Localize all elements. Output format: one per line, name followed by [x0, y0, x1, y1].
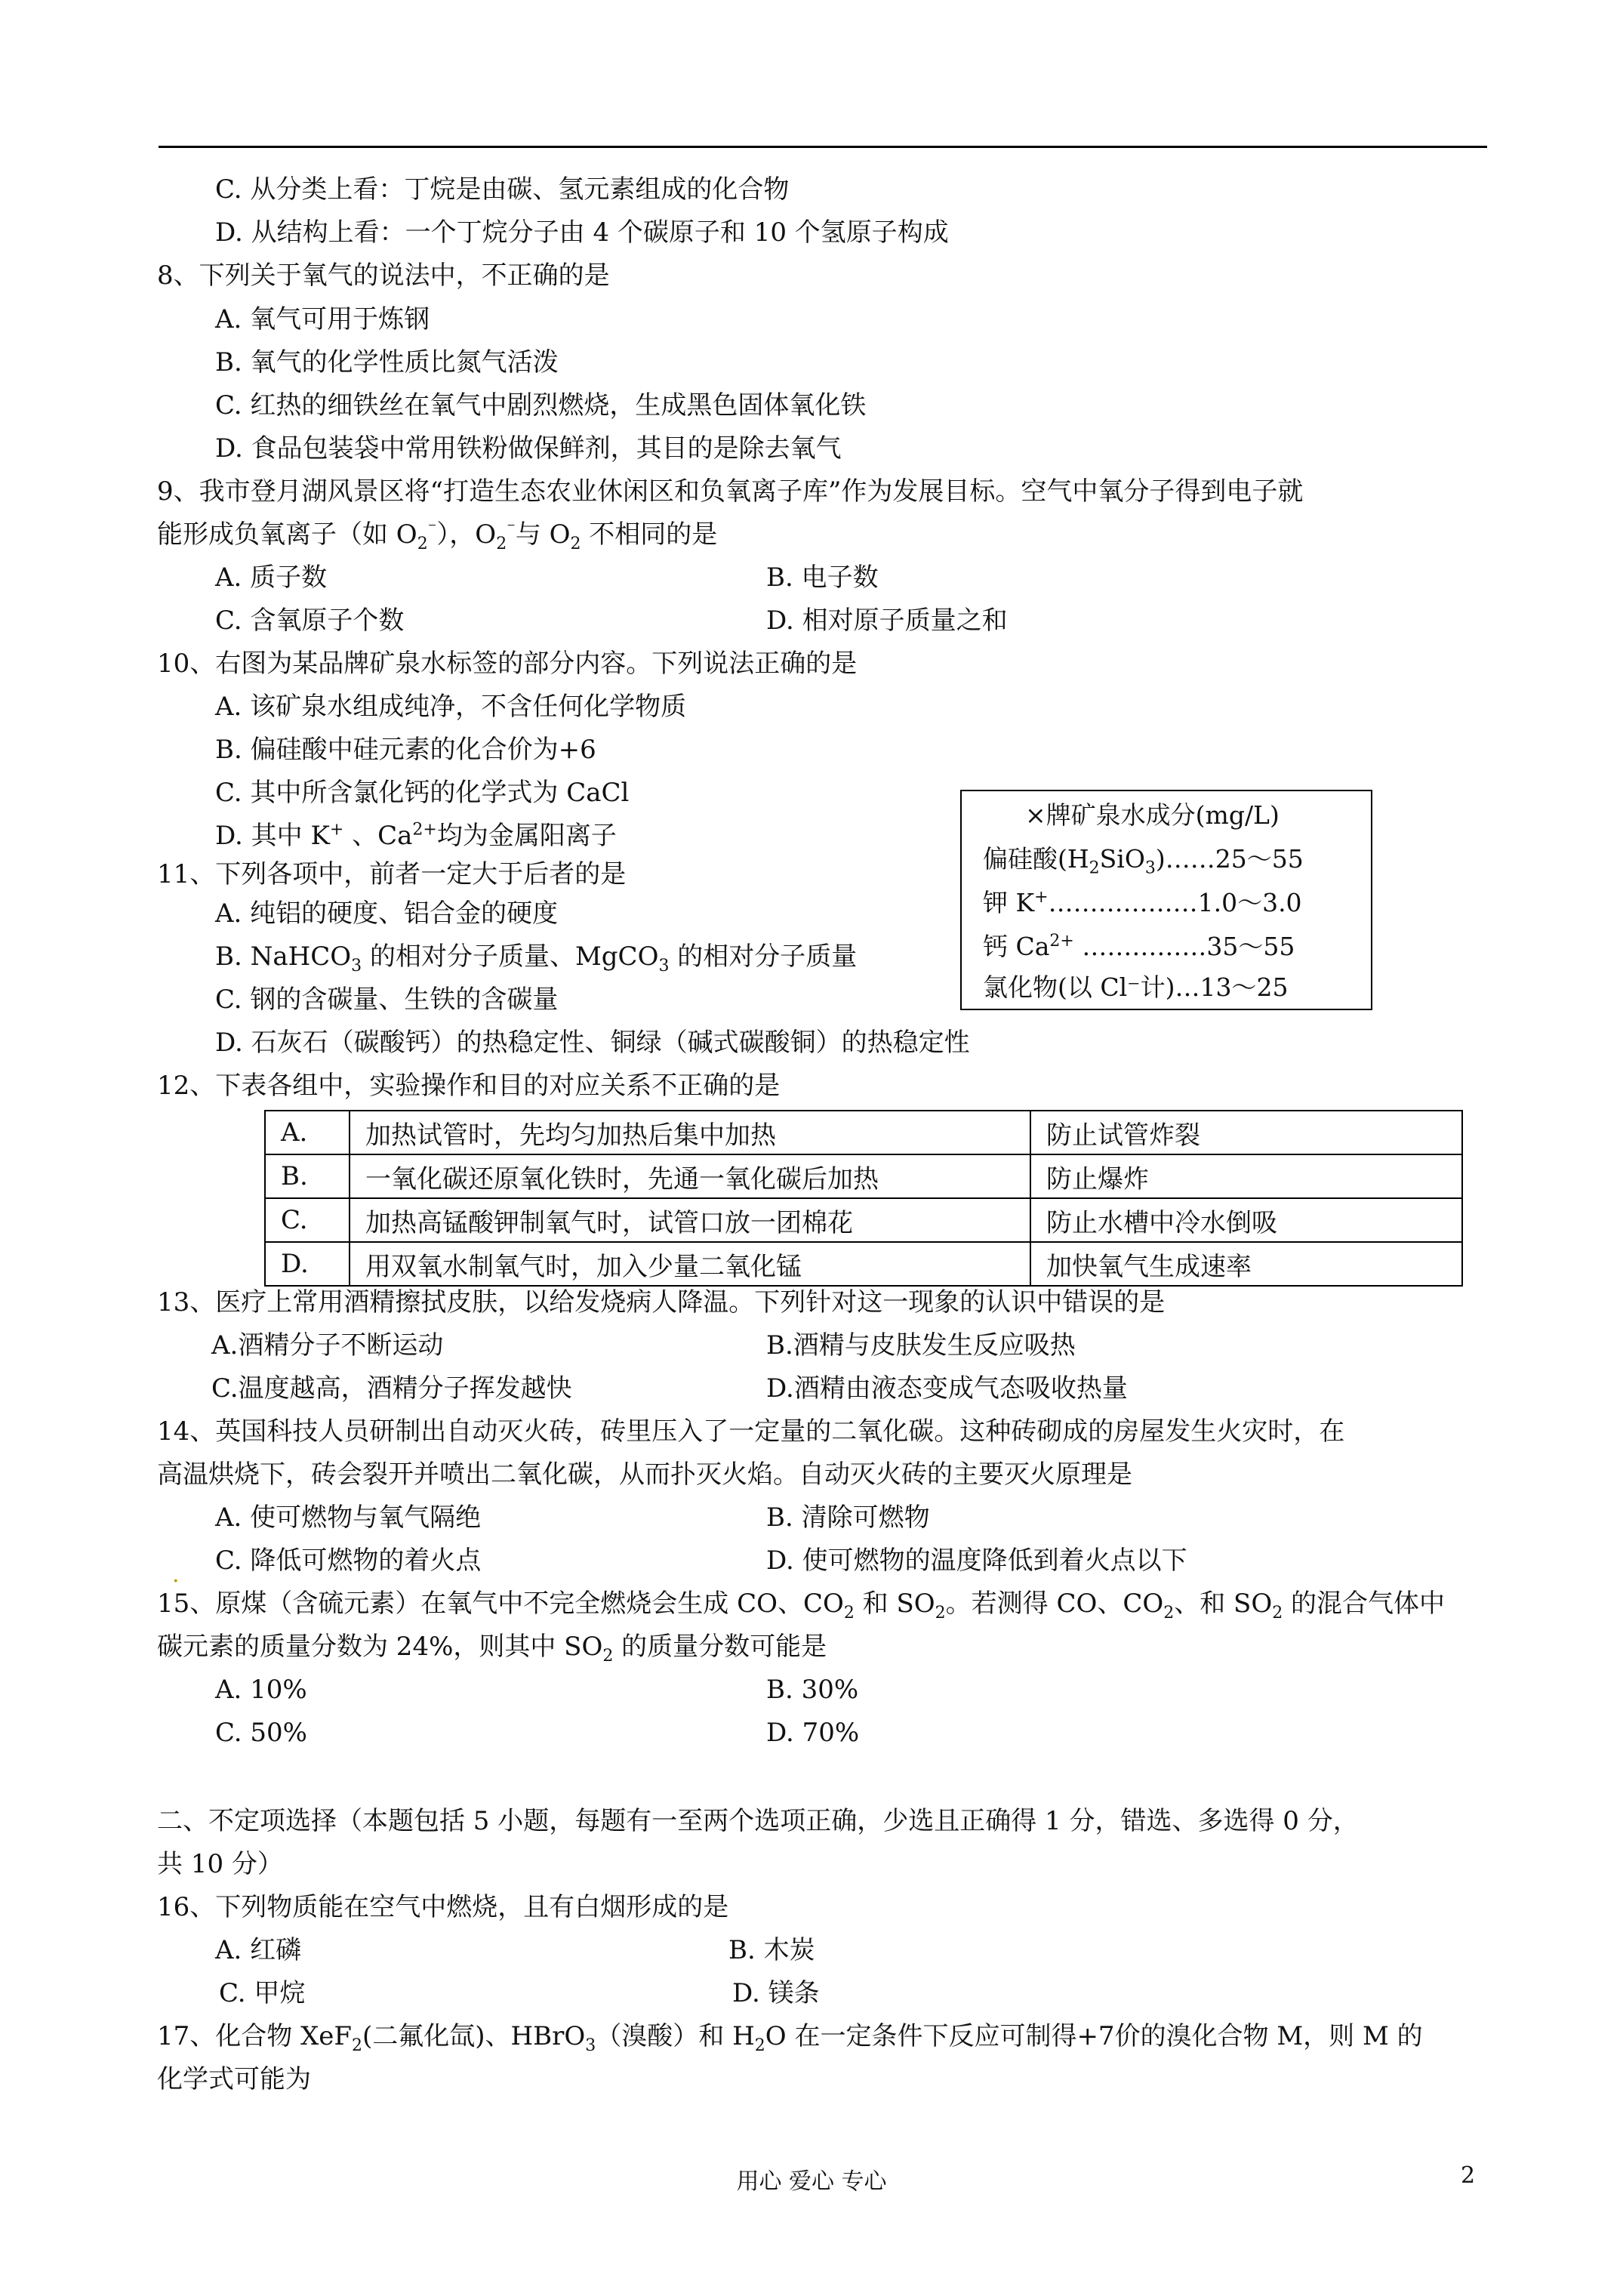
row-key-cell: A. — [265, 1111, 350, 1154]
q13-option-a: A.酒精分子不断运动 — [211, 1330, 444, 1361]
row-purpose-cell: 加快氧气生成速率 — [1030, 1242, 1462, 1286]
page-number: 2 — [1461, 2162, 1476, 2189]
row-purpose-cell: 防止水槽中冷水倒吸 — [1030, 1198, 1462, 1242]
q10-option-a: A. 该矿泉水组成纯净，不含任何化学物质 — [215, 692, 687, 722]
row-key-cell: B. — [265, 1154, 350, 1198]
q15-stem-line1: 15、原煤（含硫元素）在氧气中不完全燃烧会生成 CO、$CO_2$ 和 $SO_2$。若测得 CO、$CO_2$、和 $SO_2$ 的混合气体中 — [157, 1589, 1446, 1623]
question-line: D. 食品包装袋中常用铁粉做保鲜剂，其目的是除去氧气 — [215, 433, 842, 464]
q15-option-c: C. 50% — [215, 1718, 307, 1748]
q13-option-b: B.酒精与皮肤发生反应吸热 — [766, 1330, 1076, 1361]
q14-stem-line1: 14、英国科技人员研制出自动灭火砖，砖里压入了一定量的二氧化碳。这种砖砌成的房屋发生火灾时，在 — [157, 1416, 1345, 1447]
q9-option-a: A. 质子数 — [215, 562, 328, 593]
question-line: 9、我市登月湖风景区将“打造生态农业休闲区和负氧离子库”作为发展目标。空气中氧分子得到电子就 — [157, 476, 1304, 507]
section2-heading-line1: 二、不定项选择（本题包括 5 小题，每题有一至两个选项正确，少选且正确得 1 分，错选、多选得 0 分， — [157, 1806, 1359, 1836]
label-row-chloride: 氯化物(以 Cl⁻计)…13～25 — [983, 972, 1289, 1002]
table-row — [265, 1198, 1462, 1242]
label-title: ×牌矿泉水成分(mg/L) — [1025, 800, 1280, 830]
q16-option-c: C. 甲烷 — [219, 1978, 306, 2008]
q11-option-b: B. NaHCO$_3$ 的相对分子质量、MgCO$_3$ 的相对分子质量 — [215, 942, 858, 975]
q13-stem: 13、医疗上常用酒精擦拭皮肤，以给发烧病人降温。下列针对这一现象的认识中错误的是 — [157, 1287, 1166, 1318]
q10-option-d: D. 其中 K+ 、$Ca^{2+}$均为金属阳离子 — [215, 820, 617, 851]
q9-option-d: D. 相对原子质量之和 — [766, 606, 1008, 636]
row-operation-cell: 一氧化碳还原氧化铁时，先通一氧化碳后加热 — [350, 1154, 1030, 1198]
q15-stem-line2: 碳元素的质量分数为 24%，则其中 $SO_2$ 的质量分数可能是 — [157, 1632, 827, 1666]
q15-option-d: D. 70% — [766, 1718, 860, 1748]
row-operation-cell: 加热高锰酸钾制氧气时，试管口放一团棉花 — [350, 1198, 1030, 1242]
table-row — [265, 1154, 1462, 1198]
q15-option-b: B. 30% — [766, 1675, 859, 1705]
row-purpose-cell: 防止爆炸 — [1030, 1154, 1462, 1198]
q14-option-b: B. 清除可燃物 — [766, 1502, 930, 1533]
q16-option-a: A. 红磷 — [215, 1935, 302, 1965]
row-key-cell: D. — [265, 1242, 350, 1286]
q13-option-d: D.酒精由液态变成气态吸收热量 — [766, 1373, 1128, 1404]
mineral-water-label — [960, 790, 1372, 1010]
q11-option-a: A. 纯铝的硬度、铝合金的硬度 — [215, 898, 559, 929]
question-line: B. 氧气的化学性质比氮气活泼 — [215, 347, 559, 378]
question-line: C. 从分类上看：丁烷是由碳、氢元素组成的化合物 — [215, 174, 790, 205]
q14-option-a: A. 使可燃物与氧气隔绝 — [215, 1502, 482, 1533]
label-row-potassium: 钾 K+………………1.0～3.0 — [983, 888, 1302, 917]
q14-option-c: C. 降低可燃物的着火点 — [215, 1546, 482, 1576]
q9-option-c: C. 含氧原子个数 — [215, 606, 405, 636]
row-purpose-cell: 防止试管炸裂 — [1030, 1111, 1462, 1154]
stray-dot-mark: . — [172, 1561, 180, 1588]
q10-stem: 10、右图为某品牌矿泉水标签的部分内容。下列说法正确的是 — [157, 649, 858, 679]
header-rule — [159, 146, 1487, 148]
q14-stem-line2: 高温烘烧下，砖会裂开并喷出二氧化碳，从而扑灭火焰。自动灭火砖的主要灭火原理是 — [157, 1459, 1132, 1490]
q16-option-b: B. 木炭 — [728, 1935, 815, 1965]
q9-option-b: B. 电子数 — [766, 562, 879, 593]
question-line: 8、下列关于氧气的说法中，不正确的是 — [157, 260, 610, 291]
row-operation-cell: 加热试管时，先均匀加热后集中加热 — [350, 1111, 1030, 1154]
label-row-calcium: 钙 $Ca^{2+}$ ……………35～55 — [983, 932, 1295, 961]
q10-option-c: C. 其中所含氯化钙的化学式为 CaCl — [215, 778, 630, 808]
q13-option-c: C.温度越高，酒精分子挥发越快 — [211, 1373, 572, 1404]
label-row-silicic-acid: 偏硅酸$(H_2SiO_3)\dots\dots 25\sim 55$ — [983, 844, 1304, 878]
q15-option-a: A. 10% — [215, 1675, 307, 1705]
q16-option-d: D. 镁条 — [732, 1978, 820, 2008]
q12-table — [264, 1110, 1463, 1287]
question-line: C. 红热的细铁丝在氧气中剧烈燃烧，生成黑色固体氧化铁 — [215, 390, 867, 421]
q11-option-c: C. 钢的含碳量、生铁的含碳量 — [215, 985, 559, 1015]
q12-stem: 12、下表各组中，实验操作和目的对应关系不正确的是 — [157, 1071, 781, 1101]
q16-stem: 16、下列物质能在空气中燃烧，且有白烟形成的是 — [157, 1892, 729, 1922]
q11-option-d: D. 石灰石（碳酸钙）的热稳定性、铜绿（碱式碳酸铜）的热稳定性 — [215, 1028, 970, 1058]
q17-stem-line2: 化学式可能为 — [157, 2064, 311, 2094]
q14-option-d: D. 使可燃物的温度降低到着火点以下 — [766, 1546, 1187, 1576]
q9-stem-line2: 能形成负氧离子（如 $O_2^{^-}$），$O_2^{^-}$与 $O_2$ 不相同的是 — [157, 519, 718, 553]
q10-option-b: B. 偏硅酸中硅元素的化合价为+6 — [215, 735, 596, 765]
page-footer: 用心 爱心 专心 — [736, 2168, 887, 2195]
row-operation-cell: 用双氧水制氧气时，加入少量二氧化锰 — [350, 1242, 1030, 1286]
q17-stem-line1: 17、化合物 XeF$_2$(二氟化氙)、HBrO$_3$（溴酸）和 $H_2O$ 在一定条件下反应可制得+7价的溴化合物 M，则 M 的 — [157, 2021, 1423, 2055]
table-row — [265, 1111, 1462, 1154]
table-row — [265, 1242, 1462, 1286]
question-line: D. 从结构上看：一个丁烷分子由 4 个碳原子和 10 个氢原子构成 — [215, 217, 949, 248]
q11-stem: 11、下列各项中，前者一定大于后者的是 — [157, 859, 627, 889]
question-line: A. 氧气可用于炼钢 — [215, 304, 430, 334]
row-key-cell: C. — [265, 1198, 350, 1242]
section2-heading-line2: 共 10 分） — [157, 1849, 283, 1879]
